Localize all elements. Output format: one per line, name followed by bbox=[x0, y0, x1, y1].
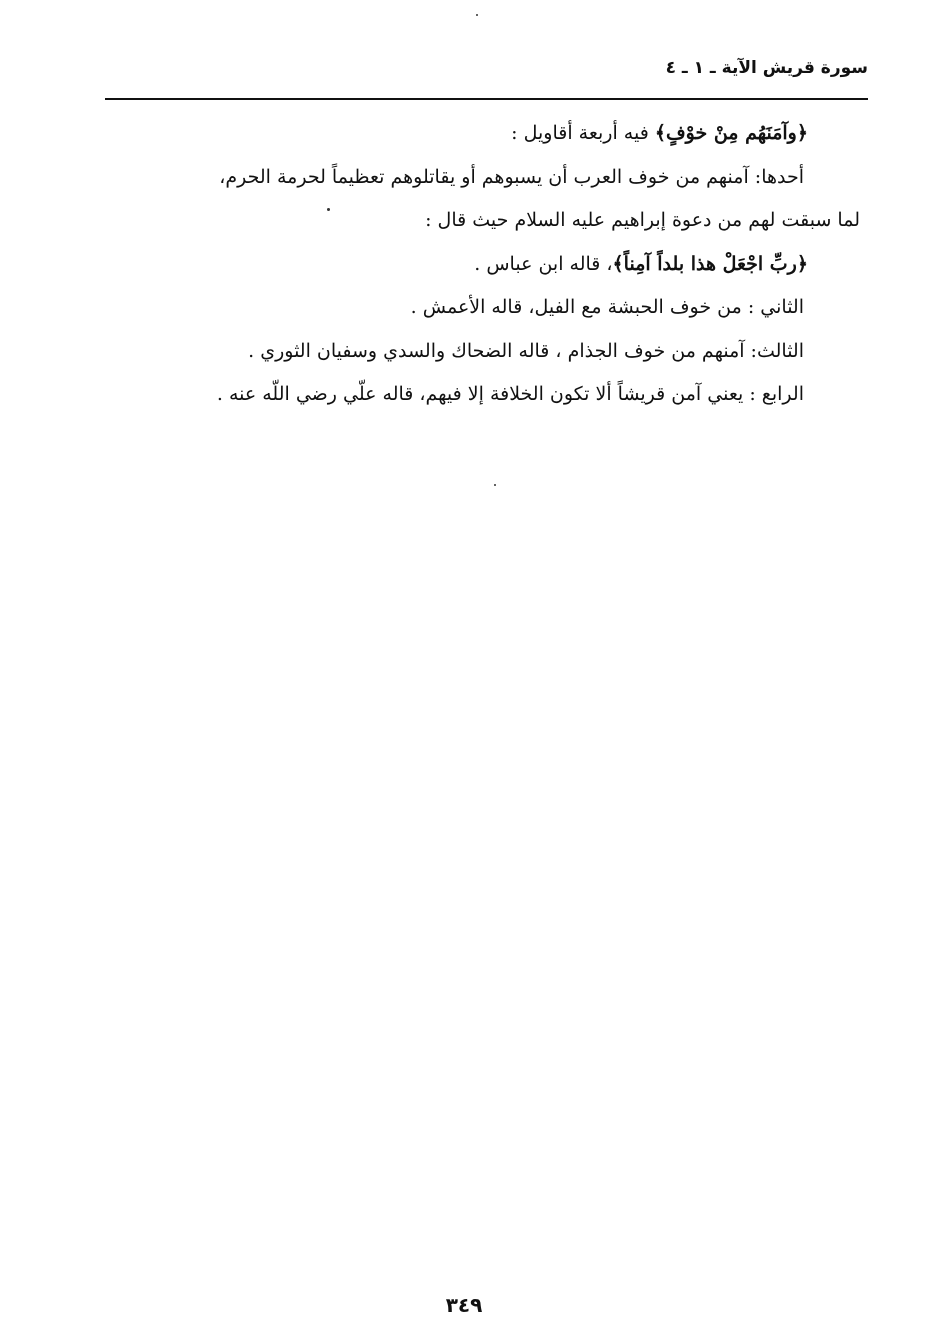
scan-speck bbox=[494, 484, 496, 486]
line-text: الثالث: آمنهم من خوف الجذام ، قاله الضحاك والسدي وسفيان الثوري . bbox=[248, 339, 804, 362]
text-line-1 bbox=[100, 112, 860, 156]
quran-quote: ﴿ربِّ اجْعَلْ هذا بلداً آمِناً﴾ bbox=[612, 252, 808, 275]
text-line-7 bbox=[100, 373, 860, 417]
line-text: لما سبقت لهم من دعوة إبراهيم عليه السلام حيث قال : bbox=[425, 209, 860, 231]
text-line-2 bbox=[100, 156, 860, 200]
scan-speck bbox=[327, 208, 330, 211]
text-line-6 bbox=[100, 330, 860, 374]
line-text: الثاني : من خوف الحبشة مع الفيل، قاله الأعمش . bbox=[410, 296, 804, 318]
header-rule bbox=[105, 98, 868, 100]
line-text: أحدها: آمنهم من خوف العرب أن يسبوهم أو يقاتلوهم تعظيماً لحرمة الحرم، bbox=[219, 165, 804, 188]
scan-speck bbox=[476, 14, 478, 16]
running-header: سورة قريش الآية ـ ١ ـ ٤ bbox=[665, 58, 868, 78]
line-text: ، قاله ابن عباس . bbox=[474, 252, 613, 275]
line-text: الرابع : يعني آمن قريشاً ألا تكون الخلافة إلا فيهم، قاله علّي رضي اللّه عنه . bbox=[216, 383, 804, 405]
body-text bbox=[100, 112, 860, 417]
text-line-4 bbox=[100, 243, 860, 287]
line-text: فيه أربعة أقاويل : bbox=[511, 122, 655, 144]
page-number: ٣٤٩ bbox=[445, 1293, 483, 1317]
quran-quote: ﴿وآمَنَهُم مِنْ خوْفٍ﴾ bbox=[654, 122, 808, 144]
text-line-3 bbox=[100, 199, 860, 243]
text-line-5 bbox=[100, 286, 860, 330]
